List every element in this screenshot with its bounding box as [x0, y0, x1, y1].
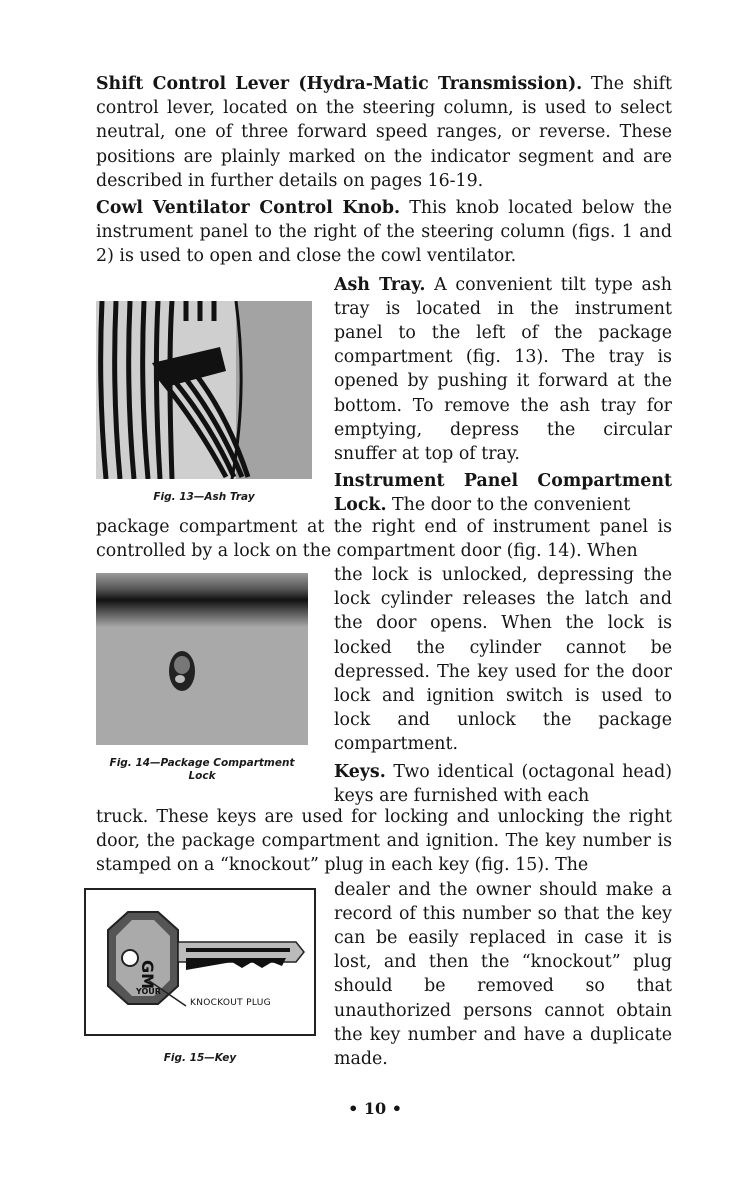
paragraph-ash-tray: Ash Tray. A convenient tilt type ash tray is located in the instrument panel to the left of the package compartment (fig. 13). The tray is opened by pushing it forward at the bottom. To remove the ash tray for emptying, depress the circular snuffer at top of tray. — [334, 274, 672, 465]
svg-text:YOUR: YOUR — [136, 986, 161, 996]
key-icon — [86, 890, 314, 1034]
ash-tray-text — [334, 273, 672, 518]
paragraph-keys-start: Keys. Two identical (octagonal head) keys are furnished with each — [334, 761, 672, 806]
figure-14 — [96, 573, 308, 783]
manual-page — [96, 72, 672, 1078]
heading-keys: Keys. — [334, 761, 386, 782]
figure-13-caption: Fig. 13—Ash Tray — [153, 490, 255, 503]
paragraph-compartment-lock-side: the lock is unlocked, depressing the lock cylinder releases the latch and the door opens. When the lock is locked the cylinder cannot be depressed. The key used for the door lock and ignition switch is used to lock and unlock the package compartment. — [334, 565, 672, 755]
heading-cowl-ventilator: Cowl Ventilator Control Knob. — [96, 198, 401, 219]
page-number: • 10 • — [348, 1099, 402, 1118]
paragraph-keys-side: dealer and the owner should make a record of this number so that the key can be easily replaced in case it is lost, and then the “knockout” plug should be removed so that unauthorized persons cannot obtain the key number and have a duplicate made. — [334, 879, 672, 1070]
svg-text:GM: GM — [138, 959, 157, 989]
key-illustration-box — [84, 888, 316, 1036]
compartment-lock-photo — [96, 573, 308, 745]
paragraph-compartment-lock-full: package compartment at the right end of instrument panel is controlled by a lock on the compartment door (fig. 14). When — [96, 516, 672, 561]
figure-14-caption: Fig. 14—Package Compartment Lock — [109, 757, 295, 783]
paragraph-shift-lever: Shift Control Lever (Hydra-Matic Transmission). The shift control lever, located on the steering column, is used to select neutral, one of three forward speed ranges, or reverse. These positions are plainly marked on the indicator segment and are described in further details on pages 16-19. — [96, 74, 672, 191]
heading-shift-lever: Shift Control Lever (Hydra-Matic Transmission). — [96, 74, 583, 94]
keys-text — [334, 878, 672, 1072]
heading-compartment-lock: Instrument Panel Compartment Lock. — [334, 471, 672, 516]
compartment-lock-block — [96, 563, 672, 805]
figure-15-caption: Fig. 15—Key — [163, 1051, 237, 1064]
compartment-lock-text — [334, 563, 672, 808]
paragraph-keys-full: truck. These keys are used for locking and unlocking the right door, the package compartment and ignition. The key number is stamped on a “knockout” plug in each key (fig. 15). The — [96, 807, 672, 876]
lock-illustration — [96, 573, 308, 745]
heading-ash-tray: Ash Tray. — [334, 274, 426, 295]
keys-block — [96, 878, 672, 1078]
paragraph-compartment-lock-start: Instrument Panel Compartment Lock. The door to the convenient — [334, 471, 672, 516]
ash-tray-photo — [96, 301, 312, 479]
knockout-plug-label: KNOCKOUT PLUG — [190, 997, 271, 1008]
figure-13 — [96, 301, 312, 504]
paragraph-cowl-ventilator: Cowl Ventilator Control Knob. This knob located below the instrument panel to the right of the steering column (figs. 1 and 2) is used to open and close the cowl ventilator. — [96, 198, 672, 267]
ash-tray-block — [96, 273, 672, 515]
ash-tray-illustration — [96, 301, 312, 479]
figure-15 — [84, 888, 316, 1065]
